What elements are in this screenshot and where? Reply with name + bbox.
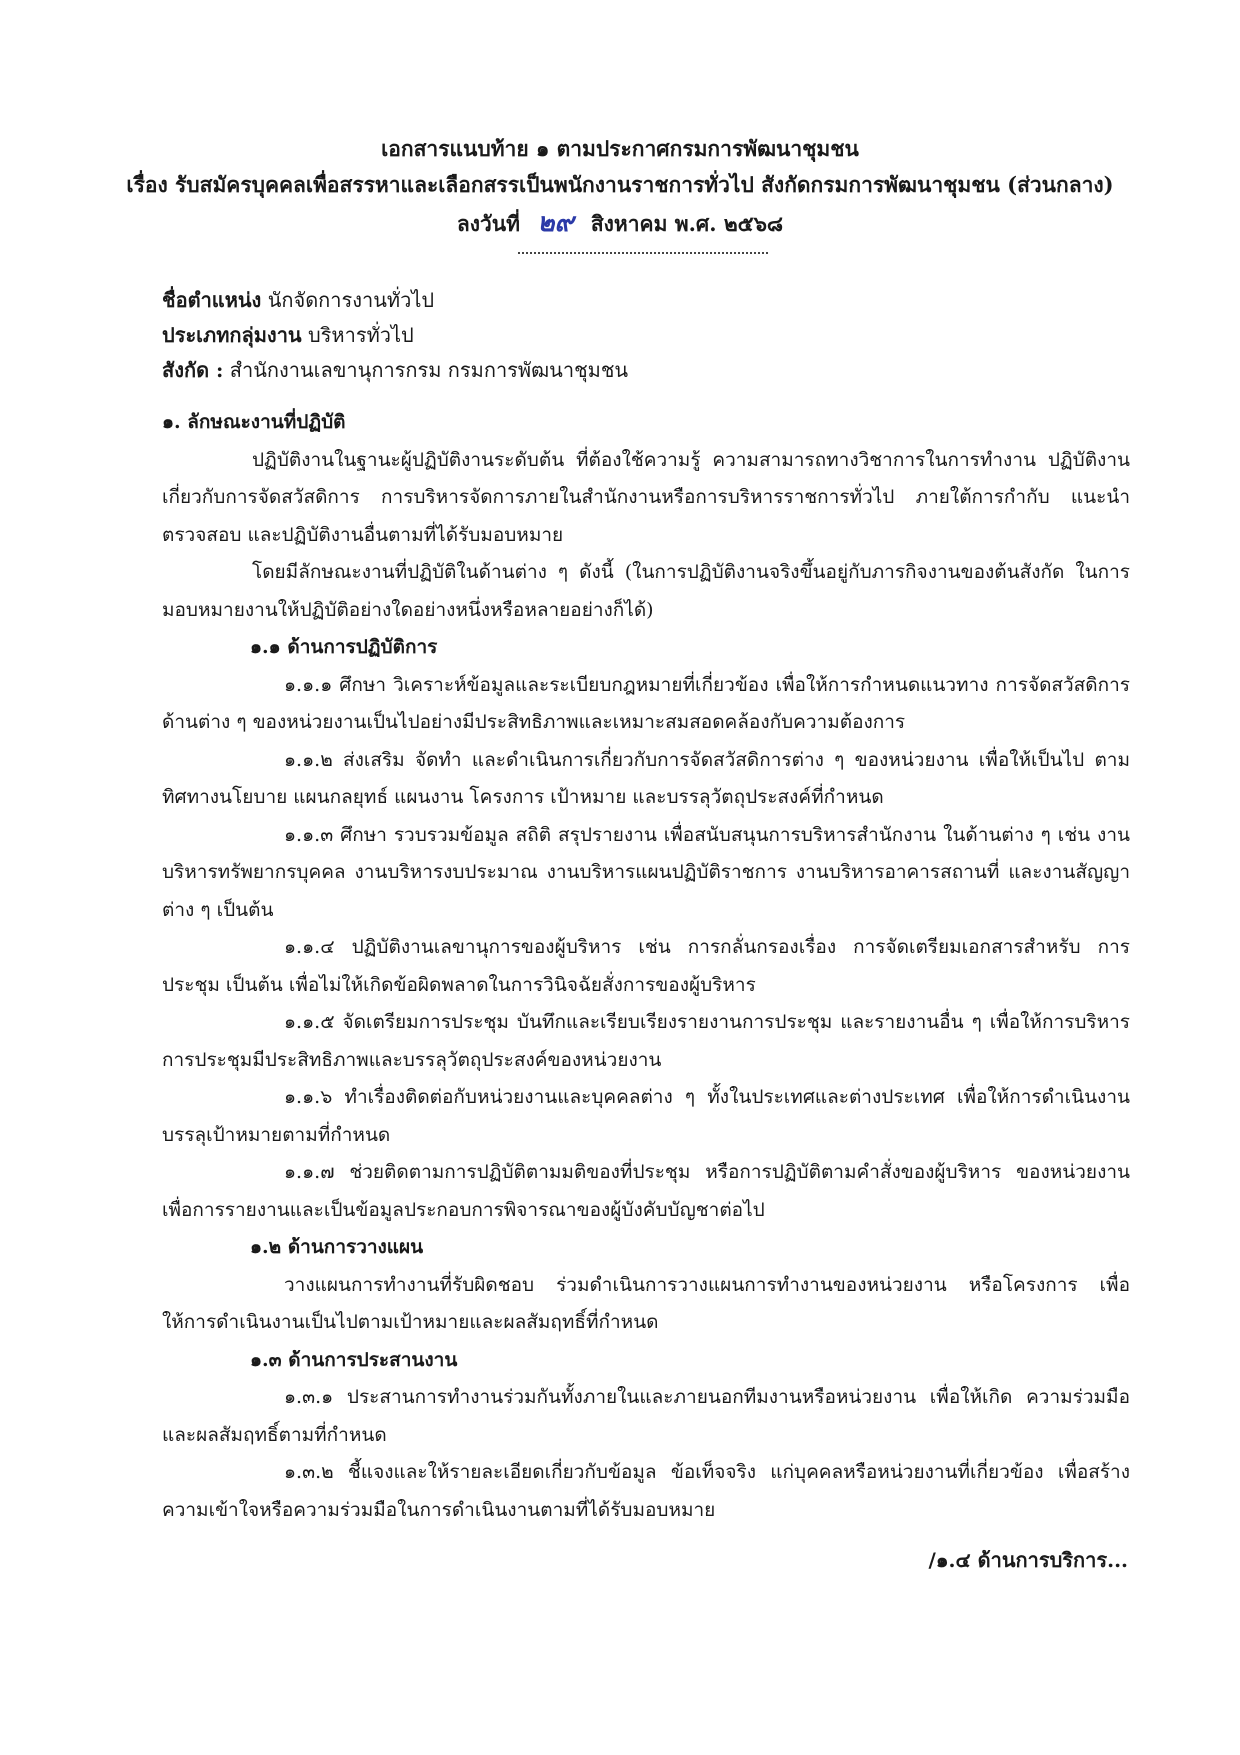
date-day: ๒๙ <box>537 208 574 238</box>
affiliation-line <box>162 355 628 385</box>
group-value: บริหารทั่วไป <box>307 323 414 347</box>
affiliation-label: สังกัด : <box>162 358 224 382</box>
continuation-note: /๑.๔ ด้านการบริการ... <box>928 1548 1128 1572</box>
list-item: ๑.๑.๖ ทำเรื่องติดต่อกับหน่วยงานและบุคคลต่าง ๆ ทั้งในประเทศและต่างประเทศ เพื่อให้การดำเนินงานบรรลุเป้าหมายตามที่กำหนด <box>162 1086 1130 1146</box>
list-item: ๑.๑.๒ ส่งเสริม จัดทำ และดำเนินการเกี่ยวกับการจัดสวัสดิการต่าง ๆ ของหน่วยงาน เพื่อให้เป็นไป ตามทิศทางนโยบาย แผนกลยุทธ์ แผนงาน โครงการ เป้าหมาย และบรรลุวัตถุประสงค์ที่กำหนด <box>162 748 1130 808</box>
subsection-title: ๑.๒ ด้านการวางแผน <box>250 1236 424 1258</box>
list-item: ๑.๓.๒ ชี้แจงและให้รายละเอียดเกี่ยวกับข้อมูล ข้อเท็จจริง แก่บุคคลหรือหน่วยงานที่เกี่ยวข้อง เพื่อสร้างความเข้าใจหรือความร่วมมือในการดำเนินงานตามที่ได้รับมอบหมาย <box>162 1461 1130 1521</box>
position-line <box>162 285 434 315</box>
affiliation-value: สำนักงานเลขานุการกรม กรมการพัฒนาชุมชน <box>229 358 629 382</box>
document-body <box>162 404 1130 1529</box>
paragraph: วางแผนการทำงานที่รับผิดชอบ ร่วมดำเนินการวางแผนการทำงานของหน่วยงาน หรือโครงการ เพื่อให้การดำเนินงานเป็นไปตามเป้าหมายและผลสัมฤทธิ์ที่กำหนด <box>162 1273 1130 1333</box>
subsection-title: ๑.๓ ด้านการประสานงาน <box>250 1348 458 1371</box>
list-item: ๑.๑.๓ ศึกษา รวบรวมข้อมูล สถิติ สรุปรายงาน เพื่อสนับสนุนการบริหารสำนักงาน ในด้านต่าง ๆ เช่น งานบริหารทรัพยากรบุคคล งานบริหารงบประมาณ งานบริหารแผนปฏิบัติราชการ งานบริหารอาคารสถานที่ และงานสัญญาต่าง ๆ เป็นต้น <box>162 823 1130 921</box>
position-label: ชื่อตำแหน่ง <box>162 288 262 312</box>
list-item: ๑.๑.๗ ช่วยติดตามการปฏิบัติตามมติของที่ประชุม หรือการปฏิบัติตามคำสั่งของผู้บริหาร ของหน่วยงาน เพื่อการรายงานและเป็นข้อมูลประกอบการพิจารณาของผู้บังคับบัญชาต่อไป <box>162 1161 1130 1221</box>
list-item: ๑.๑.๔ ปฏิบัติงานเลขานุการของผู้บริหาร เช่น การกลั่นกรองเรื่อง การจัดเตรียมเอกสารสำหรับ การประชุม เป็นต้น เพื่อไม่ให้เกิดข้อผิดพลาดในการวินิจฉัยสั่งการของผู้บริหาร <box>162 936 1130 996</box>
list-item: ๑.๑.๕ จัดเตรียมการประชุม บันทึกและเรียบเรียงรายงานการประชุม และรายงานอื่น ๆ เพื่อให้การบริหารการประชุมมีประสิทธิภาพและบรรลุวัตถุประสงค์ของหน่วยงาน <box>162 1011 1130 1071</box>
header-subject: เรื่อง รับสมัครบุคคลเพื่อสรรหาและเลือกสรรเป็นพนักงานราชการทั่วไป สังกัดกรมการพัฒนาชุมชน (ส่วนกลาง) <box>126 172 1114 197</box>
subsection-title: ๑.๑ ด้านการปฏิบัติการ <box>250 636 438 658</box>
position-value: นักจัดการงานทั่วไป <box>267 288 435 312</box>
date-suffix: สิงหาคม พ.ศ. ๒๕๖๘ <box>590 211 784 236</box>
date-prefix: ลงวันที่ <box>456 211 521 236</box>
header-title: เอกสารแนบท้าย ๑ ตามประกาศกรมการพัฒนาชุมชน <box>381 136 859 161</box>
header-date <box>0 207 1240 240</box>
paragraph: โดยมีลักษณะงานที่ปฏิบัติในด้านต่าง ๆ ดังนี้ (ในการปฏิบัติงานจริงขึ้นอยู่กับภารกิจงานของต้นสังกัด ในการมอบหมายงานให้ปฏิบัติอย่างใดอย่างหนึ่งหรือหลายอย่างก็ได้) <box>162 561 1130 621</box>
list-item: ๑.๑.๑ ศึกษา วิเคราะห์ข้อมูลและระเบียบกฎหมายที่เกี่ยวข้อง เพื่อให้การกำหนดแนวทาง การจัดสวัสดิการด้านต่าง ๆ ของหน่วยงานเป็นไปอย่างมีประสิทธิภาพและเหมาะสมสอดคล้องกับความต้องการ <box>162 673 1130 733</box>
group-label: ประเภทกลุ่มงาน <box>162 323 302 347</box>
section-title: ๑. ลักษณะงานที่ปฏิบัติ <box>162 411 346 433</box>
group-line <box>162 320 414 350</box>
dotted-divider <box>518 252 768 254</box>
paragraph: ปฏิบัติงานในฐานะผู้ปฏิบัติงานระดับต้น ที่ต้องใช้ความรู้ ความสามารถทางวิชาการในการทำงาน ปฏิบัติงานเกี่ยวกับการจัดสวัสดิการ การบริหารจัดการภายในสำนักงานหรือการบริหารราชการทั่วไป ภายใต้การกำกับ แนะนำ ตรวจสอบ และปฏิบัติงานอื่นตามที่ได้รับมอบหมาย <box>162 448 1130 546</box>
list-item: ๑.๓.๑ ประสานการทำงานร่วมกันทั้งภายในและภายนอกทีมงานหรือหน่วยงาน เพื่อให้เกิด ความร่วมมือและผลสัมฤทธิ์ตามที่กำหนด <box>162 1386 1130 1446</box>
